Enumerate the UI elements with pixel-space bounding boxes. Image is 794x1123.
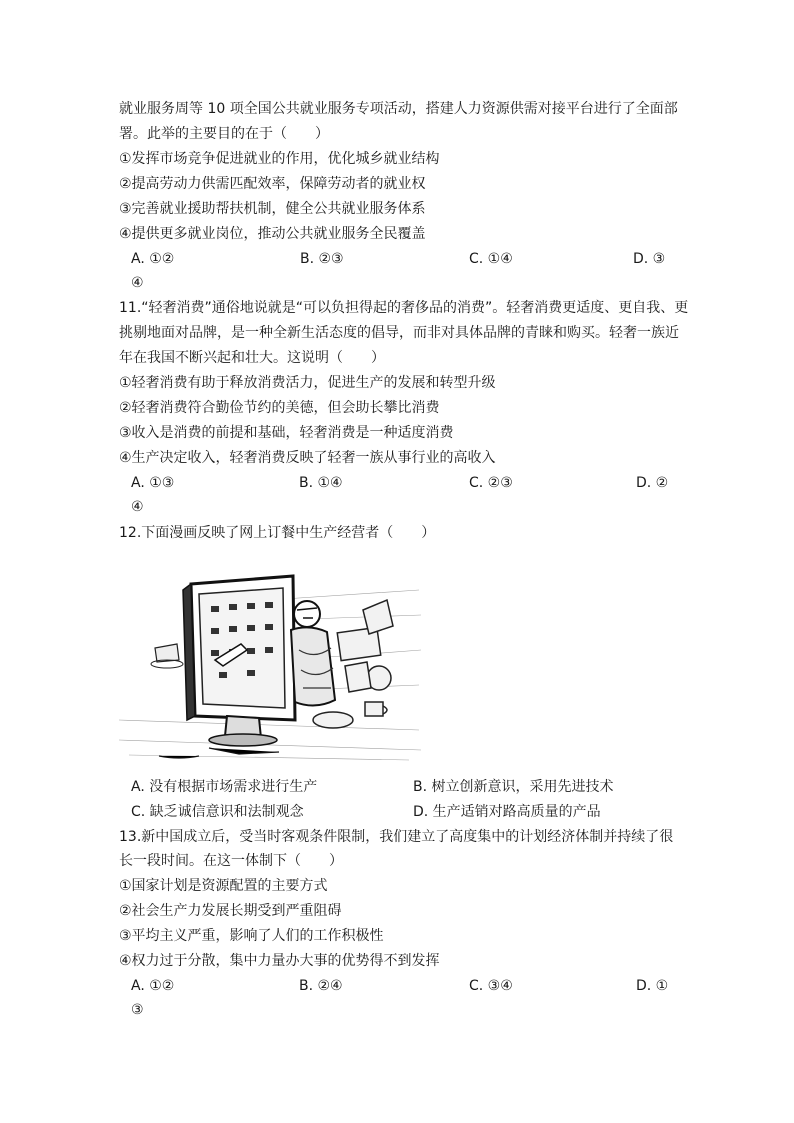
q13-item-3: ③平均主义严重，影响了人们的工作积极性 bbox=[119, 928, 384, 944]
q12-option-d[interactable]: D. 生产适销对路高质量的产品 bbox=[413, 804, 601, 820]
q12-option-a[interactable]: A. 没有根据市场需求进行生产 bbox=[131, 779, 318, 795]
q11-stem-line1: 11.“轻奢消费”通俗地说就是“可以负担得起的奢侈品的消费”。轻奢消费更适度、更自我、更 bbox=[119, 300, 689, 316]
q13-option-a[interactable]: A. ①② bbox=[131, 978, 175, 994]
q13-option-b[interactable]: B. ②④ bbox=[299, 978, 343, 994]
q10-item-1: ①发挥市场竞争促进就业的作用，优化城乡就业结构 bbox=[119, 151, 440, 167]
q11-option-a[interactable]: A. ①③ bbox=[131, 475, 175, 491]
q11-item-3: ③收入是消费的前提和基础，轻奢消费是一种适度消费 bbox=[119, 425, 454, 441]
q11-stem-line2: 挑剔地面对品牌，是一种全新生活态度的倡导，而非对具体品牌的青睐和购买。轻奢一族近 bbox=[119, 325, 679, 341]
q10-option-b[interactable]: B. ②③ bbox=[300, 251, 344, 267]
q13-item-2: ②社会生产力发展长期受到严重阻碍 bbox=[119, 903, 342, 919]
q10-option-a[interactable]: A. ①② bbox=[131, 251, 175, 267]
q10-stem-line1: 就业服务周等 10 项全国公共就业服务专项活动，搭建人力资源供需对接平台进行了全面部 bbox=[119, 101, 678, 117]
q13-item-1: ①国家计划是资源配置的主要方式 bbox=[119, 878, 328, 894]
q11-stem-line3: 年在我国不断兴起和壮大。这说明（ ） bbox=[119, 350, 385, 366]
q12-option-b[interactable]: B. 树立创新意识，采用先进技术 bbox=[413, 779, 614, 795]
q12-stem: 12.下面漫画反映了网上订餐中生产经营者（ ） bbox=[119, 525, 436, 541]
q13-option-d[interactable]: D. ① bbox=[636, 978, 669, 994]
q11-option-c[interactable]: C. ②③ bbox=[469, 475, 513, 491]
q11-option-b[interactable]: B. ①④ bbox=[299, 475, 343, 491]
q12-option-c[interactable]: C. 缺乏诚信意识和法制观念 bbox=[131, 804, 304, 820]
q13-stem-line1: 13.新中国成立后，受当时客观条件限制，我们建立了高度集中的计划经济体制并持续了很 bbox=[119, 829, 674, 845]
q11-item-1: ①轻奢消费有助于释放消费活力，促进生产的发展和转型升级 bbox=[119, 375, 496, 391]
q10-item-3: ③完善就业援助帮扶机制，健全公共就业服务体系 bbox=[119, 201, 426, 217]
q13-option-c[interactable]: C. ③④ bbox=[469, 978, 513, 994]
q13-option-d-wrap: ③ bbox=[131, 1002, 144, 1018]
q10-item-2: ②提高劳动力供需匹配效率，保障劳动者的就业权 bbox=[119, 176, 426, 192]
q13-stem-line2: 长一段时间。在这一体制下（ ） bbox=[119, 853, 343, 869]
q10-item-4: ④提供更多就业岗位，推动公共就业服务全民覆盖 bbox=[119, 226, 426, 242]
q10-option-c[interactable]: C. ①④ bbox=[469, 251, 513, 267]
q11-item-2: ②轻奢消费符合勤俭节约的美德，但会助长攀比消费 bbox=[119, 400, 440, 416]
q13-item-4: ④权力过于分散，集中力量办大事的优势得不到发挥 bbox=[119, 953, 440, 969]
q10-option-d[interactable]: D. ③ bbox=[633, 251, 666, 267]
q11-option-d-wrap: ④ bbox=[131, 499, 144, 515]
q11-item-4: ④生产决定收入，轻奢消费反映了轻奢一族从事行业的高收入 bbox=[119, 450, 496, 466]
cartoon-image bbox=[119, 570, 421, 765]
q10-option-d-wrap: ④ bbox=[131, 275, 144, 291]
q11-option-d[interactable]: D. ② bbox=[636, 475, 669, 491]
q10-stem-line2: 署。此举的主要目的在于（ ） bbox=[119, 126, 329, 142]
